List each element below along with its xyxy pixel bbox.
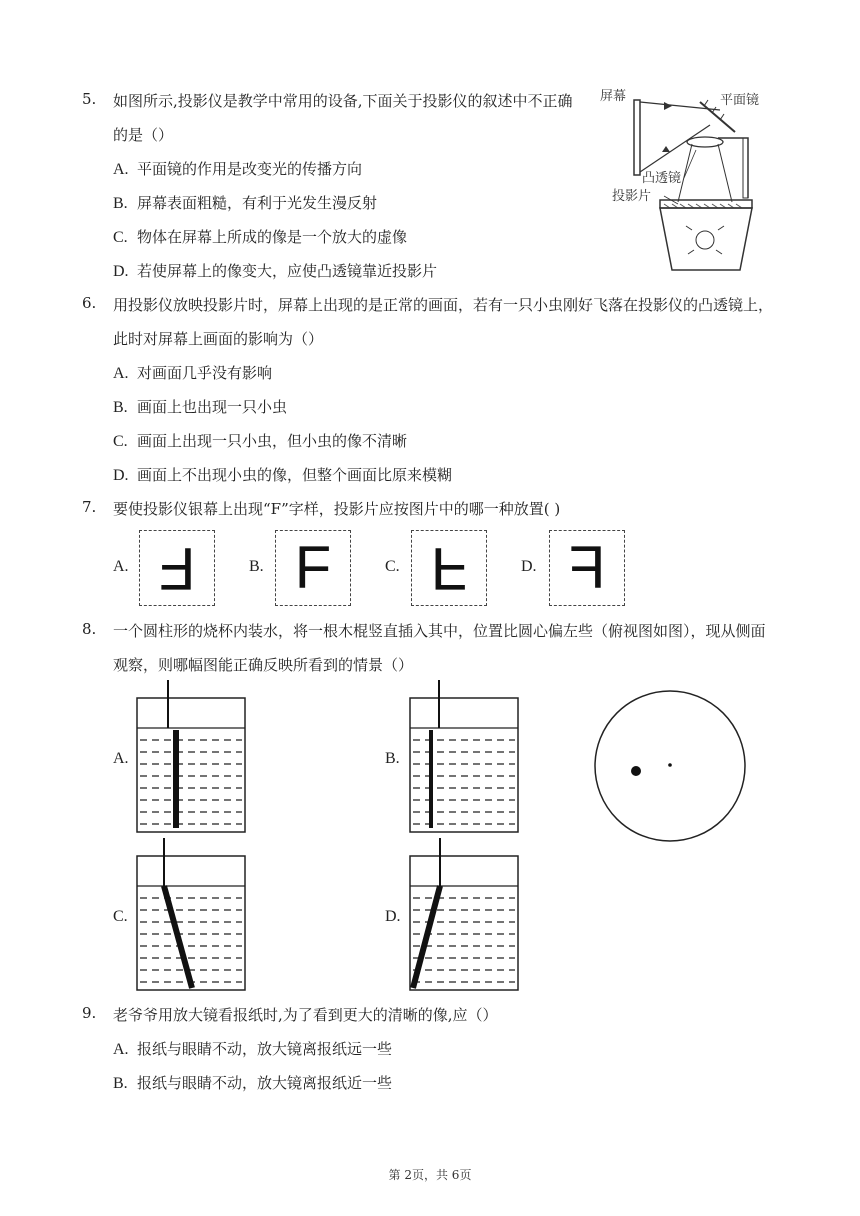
water-dashes bbox=[140, 898, 242, 982]
question-8-option-c-letter: C. bbox=[113, 908, 128, 925]
label-slide: 投影片 bbox=[612, 189, 652, 204]
question-8-stem-line1: 一个圆柱形的烧杯内装水，将一根木棍竖直插入其中，位置比圆心偏左些（俯视图如图），现从侧面 bbox=[113, 622, 766, 640]
question-7-option-b-letter: B. bbox=[249, 558, 264, 575]
option-letter: D. bbox=[113, 467, 129, 484]
projector-figure bbox=[600, 80, 780, 280]
question-6-option-b bbox=[113, 396, 287, 417]
ray-bottom bbox=[640, 125, 710, 172]
question-7-option-b-box bbox=[275, 530, 351, 606]
question-7-option-d-box bbox=[549, 530, 625, 606]
question-8-option-d-letter: D. bbox=[385, 908, 401, 925]
option-letter: A. bbox=[113, 161, 129, 178]
question-7-option-d-letter: D. bbox=[521, 558, 537, 575]
option-letter: B. bbox=[113, 1075, 128, 1092]
mirror-hatch bbox=[704, 100, 708, 106]
option-letter: B. bbox=[113, 399, 128, 416]
water-dashes bbox=[413, 740, 515, 824]
question-6-option-c bbox=[113, 430, 407, 451]
question-5-option-a bbox=[113, 158, 362, 179]
water-dashes bbox=[140, 740, 242, 824]
page-footer: 第 2页，共 6页 bbox=[388, 1168, 472, 1182]
question-9-option-b bbox=[113, 1072, 392, 1093]
question-7-number: 7. bbox=[82, 498, 97, 516]
option-text: 平面镜的作用是改变光的传播方向 bbox=[137, 160, 363, 178]
question-5-option-b bbox=[113, 192, 377, 213]
f-glyph-normal: F bbox=[294, 534, 332, 601]
label-lens: 凸透镜 bbox=[642, 171, 682, 186]
option-text: 画面上出现一只小虫，但小虫的像不清晰 bbox=[137, 432, 408, 450]
question-6-stem-line1: 用投影仪放映投影片时，屏幕上出现的是正常的画面，若有一只小虫刚好飞落在投影仪的凸透镜上， bbox=[113, 296, 774, 314]
question-9-number: 9. bbox=[82, 1004, 97, 1022]
question-7-option-c-box bbox=[411, 530, 487, 606]
question-7-option-c-letter: C. bbox=[385, 558, 400, 575]
ray-lens-right bbox=[718, 144, 732, 202]
ray-arrow-1 bbox=[664, 102, 672, 110]
question-5-stem-line1: 如图所示,投影仪是教学中常用的设备,下面关于投影仪的叙述中不正确 bbox=[113, 92, 573, 110]
option-text: 报纸与眼睛不动，放大镜离报纸远一些 bbox=[137, 1040, 393, 1058]
option-letter: A. bbox=[113, 1041, 129, 1058]
question-5-stem-line2: 的是（） bbox=[113, 126, 174, 144]
question-7-stem: 要使投影仪银幕上出现“F”字样，投影片应按图片中的哪一种放置( ) bbox=[113, 500, 561, 518]
option-letter: D. bbox=[113, 263, 129, 280]
question-7-option-a-box bbox=[139, 530, 215, 606]
option-text: 对画面几乎没有影响 bbox=[137, 364, 273, 382]
question-5-option-c bbox=[113, 226, 407, 247]
question-8-stem-line2: 观察，则哪幅图能正确反映所看到的情景（） bbox=[113, 656, 414, 674]
top-view-figure bbox=[590, 690, 750, 850]
option-letter: B. bbox=[113, 195, 128, 212]
option-letter: A. bbox=[113, 365, 129, 382]
beaker-c-figure bbox=[130, 838, 250, 993]
label-mirror: 平面镜 bbox=[720, 93, 760, 108]
label-screen: 屏幕 bbox=[600, 89, 627, 104]
question-6-option-d bbox=[113, 464, 452, 485]
screen-shape bbox=[634, 100, 640, 175]
beaker-b-figure bbox=[403, 680, 523, 835]
question-8-option-b-letter: B. bbox=[385, 750, 400, 767]
option-letter: C. bbox=[113, 229, 128, 246]
projector-base bbox=[660, 208, 752, 270]
f-glyph-flipped-vertical: F bbox=[430, 535, 468, 602]
question-6-number: 6. bbox=[82, 294, 97, 312]
question-5-option-d bbox=[113, 260, 437, 281]
f-glyph-rotated: F bbox=[158, 535, 196, 602]
beaker-a-figure bbox=[130, 680, 250, 835]
question-6-option-a bbox=[113, 362, 272, 383]
question-8-option-a-letter: A. bbox=[113, 750, 129, 767]
question-5-number: 5. bbox=[82, 90, 97, 108]
ray-arrow-2 bbox=[662, 146, 670, 152]
beaker-d-figure bbox=[403, 838, 523, 993]
option-text: 物体在屏幕上所成的像是一个放大的虚像 bbox=[137, 228, 408, 246]
option-text: 若使屏幕上的像变大，应使凸透镜靠近投影片 bbox=[137, 262, 438, 280]
lens-shape bbox=[687, 137, 723, 147]
mirror-hatch bbox=[720, 114, 724, 120]
option-text: 报纸与眼睛不动，放大镜离报纸近一些 bbox=[137, 1074, 393, 1092]
question-7-option-a-letter: A. bbox=[113, 558, 129, 575]
question-9-stem: 老爷爷用放大镜看报纸时,为了看到更大的清晰的像,应（） bbox=[113, 1006, 498, 1024]
stick-in-water bbox=[413, 886, 440, 988]
option-text: 画面上也出现一只小虫 bbox=[137, 398, 288, 416]
center-dot bbox=[668, 763, 672, 767]
question-8-number: 8. bbox=[82, 620, 97, 638]
bulb-rays bbox=[686, 226, 724, 254]
question-9-option-a bbox=[113, 1038, 392, 1059]
option-text: 画面上不出现小虫的像，但整个画面比原来模糊 bbox=[137, 466, 453, 484]
bulb-shape bbox=[696, 231, 714, 249]
stick-position-dot bbox=[631, 766, 641, 776]
f-glyph-flipped-horizontal: F bbox=[568, 534, 606, 601]
stick-in-water bbox=[164, 886, 192, 988]
option-text: 屏幕表面粗糙，有利于光发生漫反射 bbox=[137, 194, 378, 212]
question-6-stem-line2: 此时对屏幕上画面的影响为（） bbox=[113, 330, 324, 348]
option-letter: C. bbox=[113, 433, 128, 450]
